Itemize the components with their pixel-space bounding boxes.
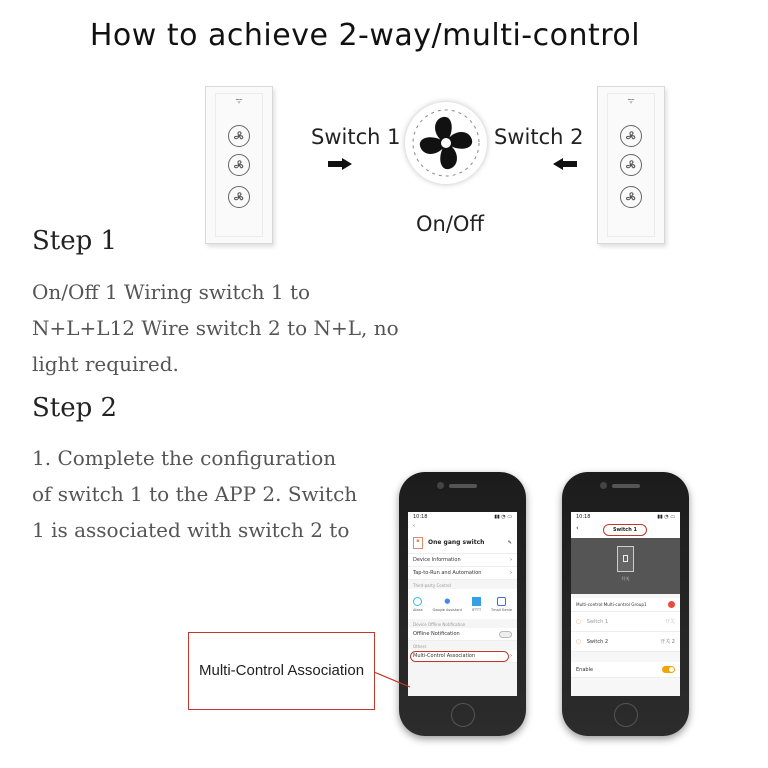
device-icon: ▪ — [413, 537, 423, 549]
device-caption: 开关 — [621, 576, 630, 581]
switch-header: Switch 1 — [603, 524, 647, 536]
offline-section: Device Offline Notification — [413, 622, 466, 627]
fan-button-icon — [620, 125, 642, 147]
fan-button-icon — [228, 186, 250, 208]
switch-2-label: Switch 2 — [494, 125, 584, 149]
fan-button-icon — [228, 125, 250, 147]
fan-icon — [405, 102, 487, 184]
step1-text: On/Off 1 Wiring switch 1 to N+L+L12 Wire switch 2 to N+L, no light required. — [32, 280, 399, 376]
wifi-icon: ᯤ — [627, 96, 635, 105]
enable-toggle[interactable] — [662, 666, 675, 673]
step1-heading: Step 1 — [32, 226, 118, 256]
arrow-right-icon — [328, 158, 352, 170]
wall-switch-2 — [597, 86, 665, 244]
switch-1-label: Switch 1 — [311, 125, 401, 149]
page-title: How to achieve 2-way/multi-control — [89, 18, 641, 53]
edit-icon[interactable]: ✎ — [507, 539, 512, 546]
home-button[interactable] — [614, 703, 638, 727]
google-assistant-button[interactable]: ● Google Assistant — [432, 596, 462, 612]
device-thumbnail-icon — [617, 546, 634, 572]
back-icon[interactable]: ‹ — [576, 524, 579, 532]
fan-button-icon — [228, 154, 250, 176]
step2-heading: Step 2 — [32, 393, 118, 423]
step2-text: 1. Complete the configuration of switch 1 to the APP 2. Switch 1 is associated with switch 2 to — [32, 446, 358, 542]
multi-control-group-row[interactable]: Multi-control:Multi-control Group1 — [571, 598, 680, 612]
others-section: Others — [413, 644, 427, 649]
remove-icon[interactable] — [668, 601, 675, 608]
arrow-left-icon — [553, 158, 577, 170]
phone-app-settings — [399, 472, 526, 736]
ifttt-button[interactable]: IFTTT — [472, 597, 481, 612]
wifi-icon: ᯤ — [235, 96, 243, 105]
phone-2-screen: 10:18 ▮▮ ◔ ▭ ‹ Switch 1 开关 Multi-control:Multi-control Group1 ▢ Switch 1 开关 ▢ Switch 2 开关 2 Enable — [571, 512, 680, 696]
alexa-button[interactable]: Alexa — [413, 597, 423, 612]
third-party-section: Third-party Control — [413, 583, 451, 588]
wall-switch-1 — [205, 86, 273, 244]
fan-button-icon — [620, 186, 642, 208]
device-name: One gang switch — [428, 539, 485, 546]
home-button[interactable] — [451, 703, 475, 727]
multi-control-association-row[interactable]: Multi-Control Association › — [408, 650, 517, 663]
offline-notification-row[interactable]: Offline Notification — [408, 628, 517, 641]
switch-2-item[interactable]: ▢ Switch 2 开关 2 — [571, 632, 680, 652]
tap-to-run-row[interactable]: Tap-to-Run and Automation › — [408, 567, 517, 580]
on-off-label: On/Off — [416, 212, 484, 236]
switch-1-item[interactable]: ▢ Switch 1 开关 — [571, 612, 680, 632]
fan-button-icon — [620, 154, 642, 176]
device-information-row[interactable]: Device Information › — [408, 554, 517, 567]
back-icon[interactable]: ‹ — [408, 522, 517, 532]
enable-row[interactable]: Enable — [571, 662, 680, 678]
phone-1-screen: 10:18 ▮▮ ◔ ▭ ‹ ▪ One gang switch ✎ Device Information › Tap-to-Run and Automation › Third-party Control Alexa ● Google Assistant IFTTT Tmall Genie Device Offline Notification Offline Notification Others Multi-Control Association › — [408, 512, 517, 696]
callout-leader-line — [374, 660, 414, 690]
device-image-area — [571, 538, 680, 594]
offline-toggle[interactable] — [499, 631, 512, 638]
phone-multi-control — [562, 472, 689, 736]
multi-control-callout: Multi-Control Association — [188, 632, 375, 710]
tmall-genie-button[interactable]: Tmall Genie — [491, 597, 512, 612]
